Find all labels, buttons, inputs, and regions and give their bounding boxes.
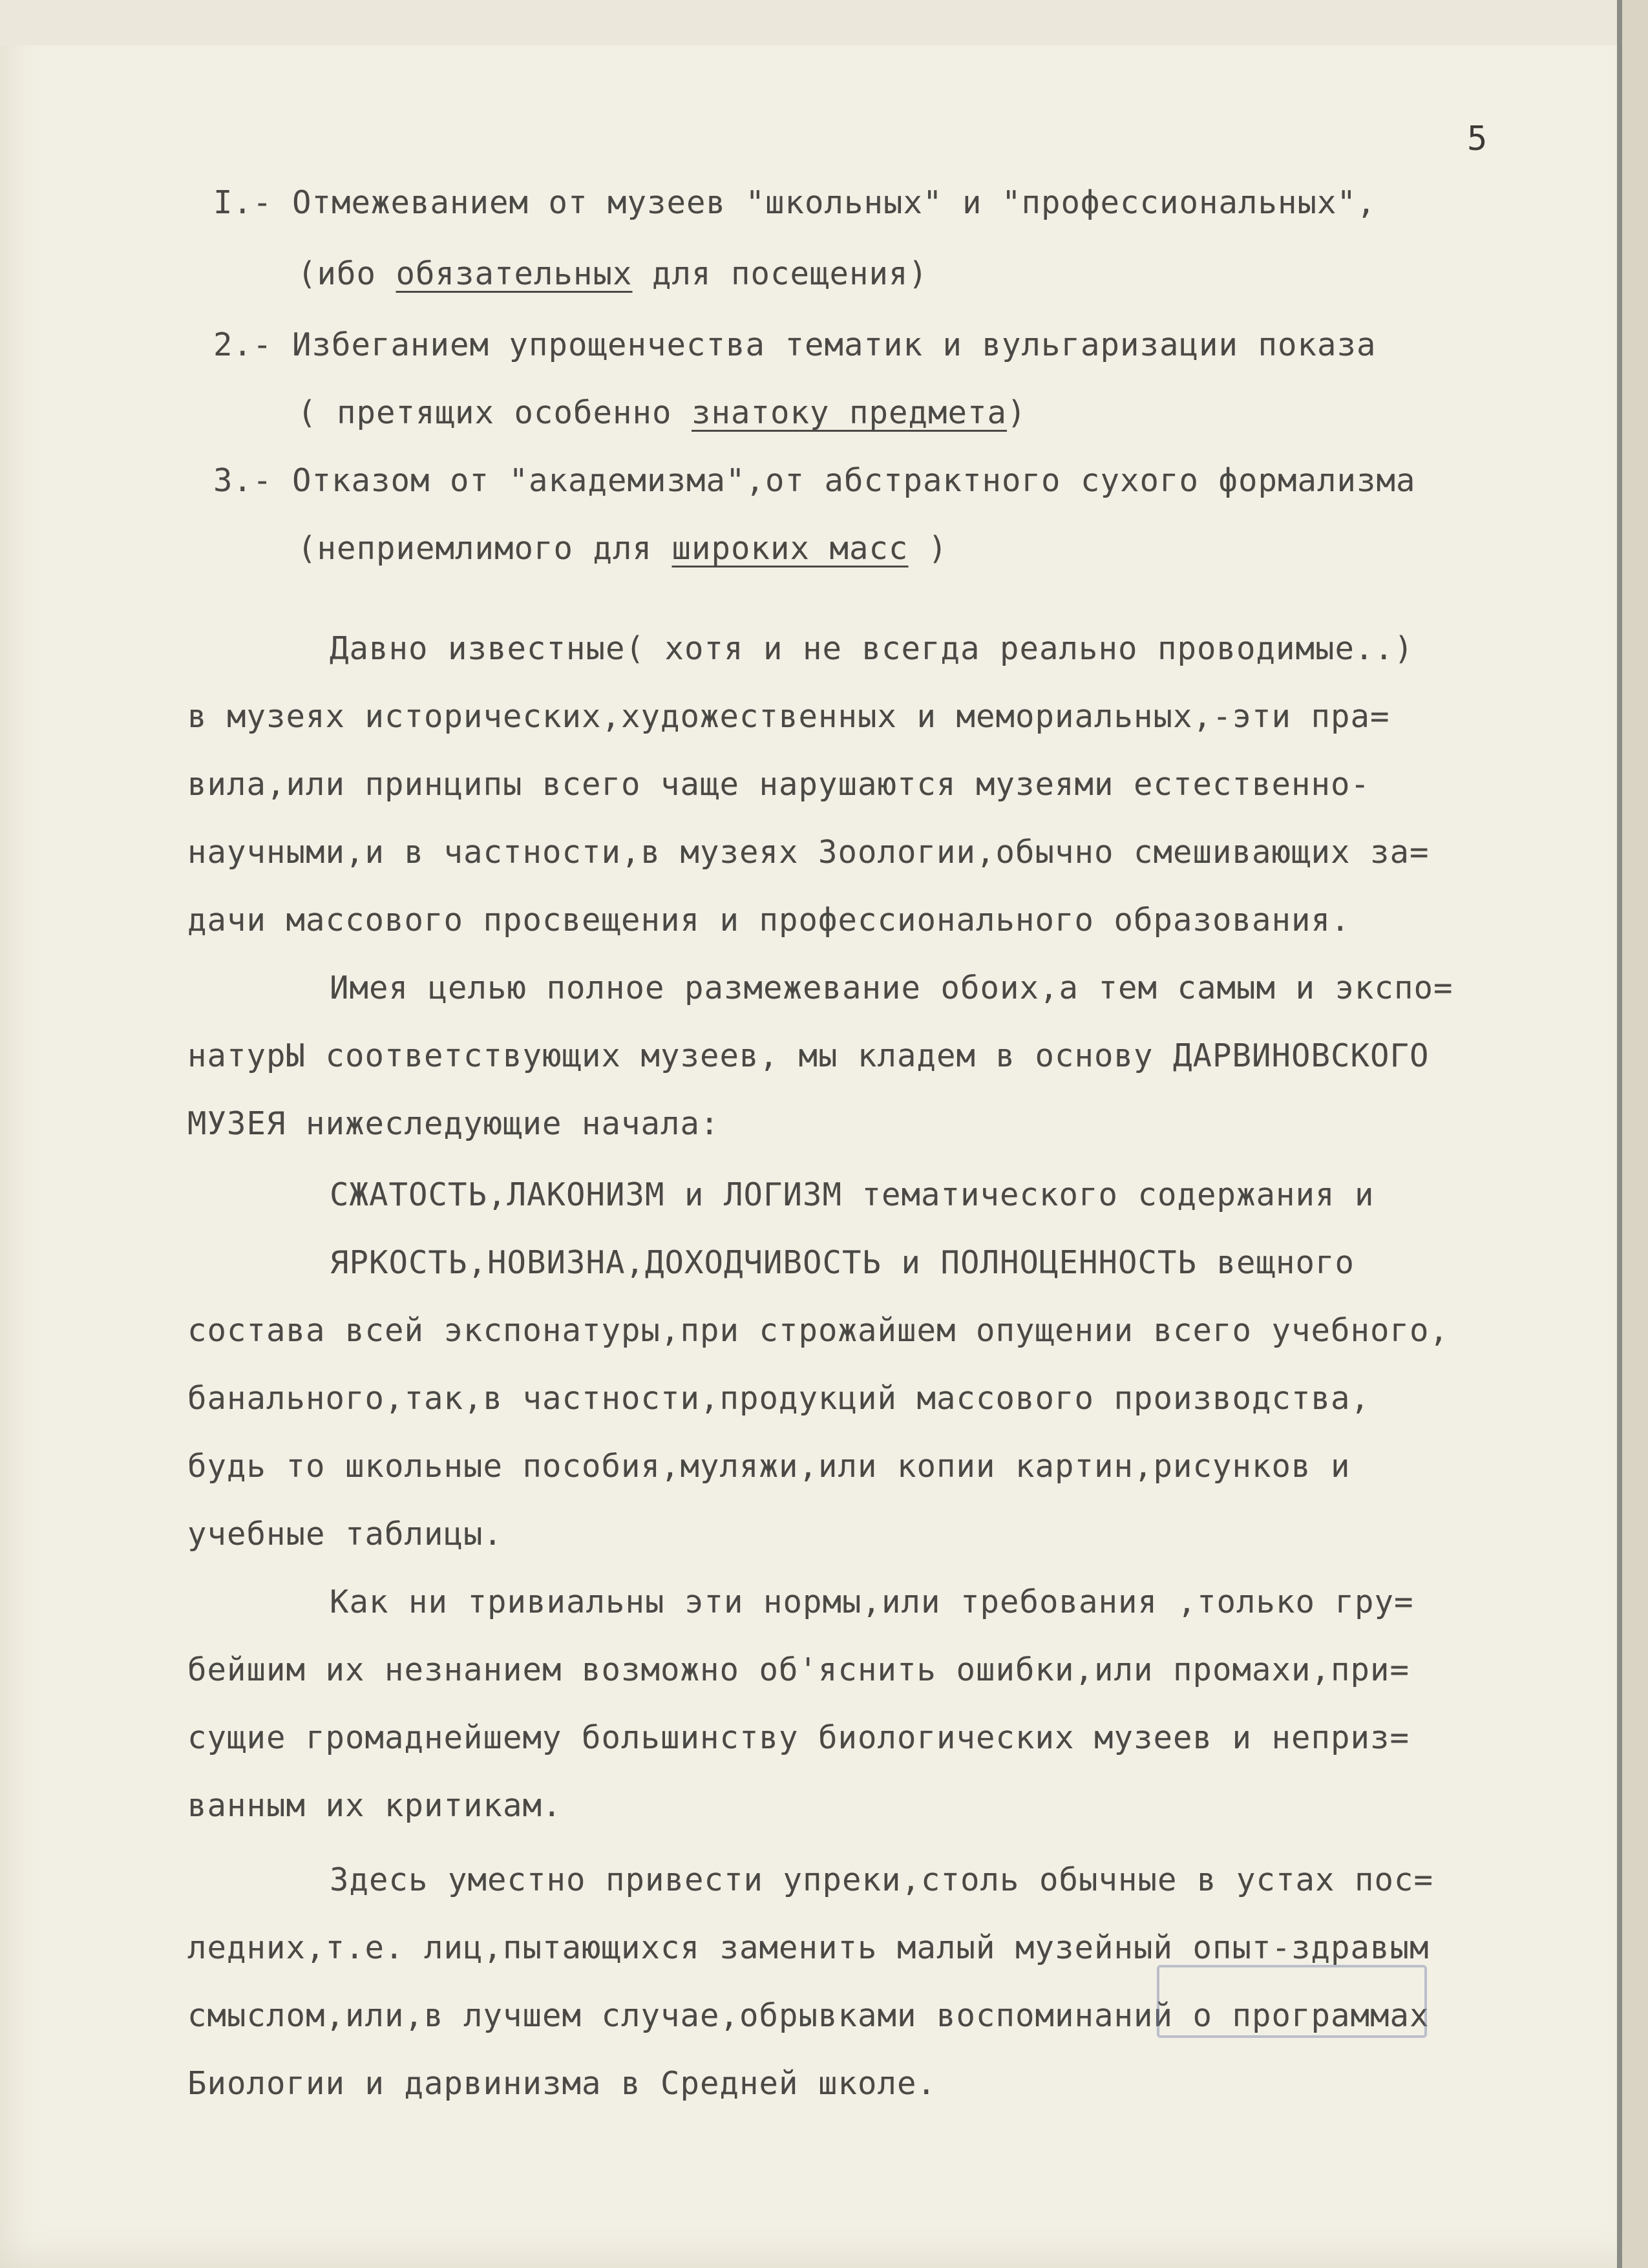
text-line: [187, 1719, 1410, 1756]
text-segment: Имея целью полное размежевание обоих,а тем самым и экспо=: [330, 970, 1453, 1006]
text-segment: смыслом,или,в лучшем случае,обрывками воспоминаний о программах: [187, 1997, 1430, 2034]
text-line: [187, 1516, 503, 1553]
text-line: [330, 970, 1453, 1006]
text-segment: МУЗЕЯ нижеследующие начала:: [187, 1105, 720, 1142]
paper-top-edge: [0, 0, 1648, 45]
text-segment: будь то школьные пособия,муляжи,или копии картин,рисунков и: [187, 1448, 1351, 1485]
text-line: [213, 184, 1377, 221]
text-segment: учебные таблицы.: [187, 1516, 503, 1553]
text-segment: ЯРКОСТЬ,НОВИЗНА,ДОХОДЧИВОСТЬ и ПОЛНОЦЕННОСТЬ вещного: [330, 1244, 1355, 1281]
text-segment: (неприемлимого для: [297, 530, 672, 567]
paper-fold-shadow: [1617, 0, 1622, 2268]
text-segment: (ибо: [297, 255, 396, 292]
text-line: [187, 1651, 1410, 1688]
text-line: [187, 766, 1370, 803]
underlined-text: обязательных: [396, 255, 633, 292]
text-line: [187, 1448, 1351, 1485]
text-segment: научными,и в частности,в музеях Зоологии,обычно смешивающих за=: [187, 834, 1430, 871]
text-segment: для посещения): [632, 255, 929, 292]
text-segment: СЖАТОСТЬ,ЛАКОНИЗМ и ЛОГИЗМ тематического содержания и: [330, 1176, 1375, 1213]
text-line: [297, 530, 948, 567]
text-line: [187, 1105, 720, 1142]
text-line: [213, 462, 1416, 499]
page-number: 5: [1467, 120, 1488, 158]
text-line: [187, 2065, 936, 2102]
text-segment: ): [908, 530, 948, 567]
text-line: [187, 834, 1430, 871]
text-segment: сущие громаднейшему большинству биологических музеев и неприз=: [187, 1719, 1410, 1756]
text-line: [213, 326, 1377, 363]
text-segment: состава всей экспонатуры,при строжайшем опущении всего учебного,: [187, 1312, 1450, 1349]
text-line: [297, 394, 1027, 431]
underlined-text: знатоку предмета: [692, 394, 1008, 431]
text-segment: натурЫ соответствующих музеев, мы кладем в основу ДАРВИНОВСКОГО: [187, 1037, 1430, 1074]
text-segment: 2.- Избеганием упрощенчества тематик и вульгаризации показа: [213, 326, 1377, 363]
text-segment: вила,или принципы всего чаще нарушаются музеями естественно-: [187, 766, 1371, 803]
text-line: [330, 1244, 1355, 1281]
text-segment: ): [1007, 394, 1027, 431]
text-line: [187, 1787, 562, 1824]
text-line: [330, 630, 1414, 667]
text-line: [187, 1380, 1370, 1417]
text-segment: Здесь уместно привести упреки,столь обычные в устах пос=: [330, 1861, 1434, 1898]
text-line: [187, 1037, 1430, 1074]
text-line: [297, 255, 928, 292]
paper-right-edge: [1622, 0, 1648, 2268]
text-line: [187, 698, 1390, 735]
text-segment: Давно известные( хотя и не всегда реально проводимые..): [330, 630, 1414, 667]
archive-stamp: [1157, 1965, 1427, 2038]
text-segment: дачи массового просвещения и профессионального образования.: [187, 902, 1351, 938]
text-line: [187, 1929, 1430, 1966]
text-segment: бейшим их незнанием возможно об'яснить ошибки,или промахи,при=: [187, 1651, 1410, 1688]
text-line: [330, 1584, 1414, 1620]
text-line: [187, 1312, 1449, 1349]
text-segment: банального,так,в частности,продукций массового производства,: [187, 1380, 1371, 1417]
text-segment: ледних,т.е. лиц,пытающихся заменить малый музейный опыт-здравым: [187, 1929, 1430, 1966]
text-line: [330, 1861, 1433, 1898]
text-segment: Как ни тривиальны эти нормы,или требования ,только гру=: [330, 1584, 1414, 1620]
text-segment: I.- Отмежеванием от музеев "школьных" и "профессиональных",: [213, 184, 1377, 221]
text-segment: Биологии и дарвинизма в Средней школе.: [187, 2065, 937, 2102]
text-segment: в музеях исторических,художественных и мемориальных,-эти пра=: [187, 698, 1390, 735]
text-segment: ванным их критикам.: [187, 1787, 562, 1824]
underlined-text: широких масс: [671, 530, 909, 567]
text-segment: 3.- Отказом от "академизма",от абстрактного сухого формализма: [213, 462, 1416, 499]
text-line: [330, 1176, 1375, 1213]
text-segment: ( претящих особенно: [297, 394, 692, 431]
text-line: [187, 902, 1351, 938]
